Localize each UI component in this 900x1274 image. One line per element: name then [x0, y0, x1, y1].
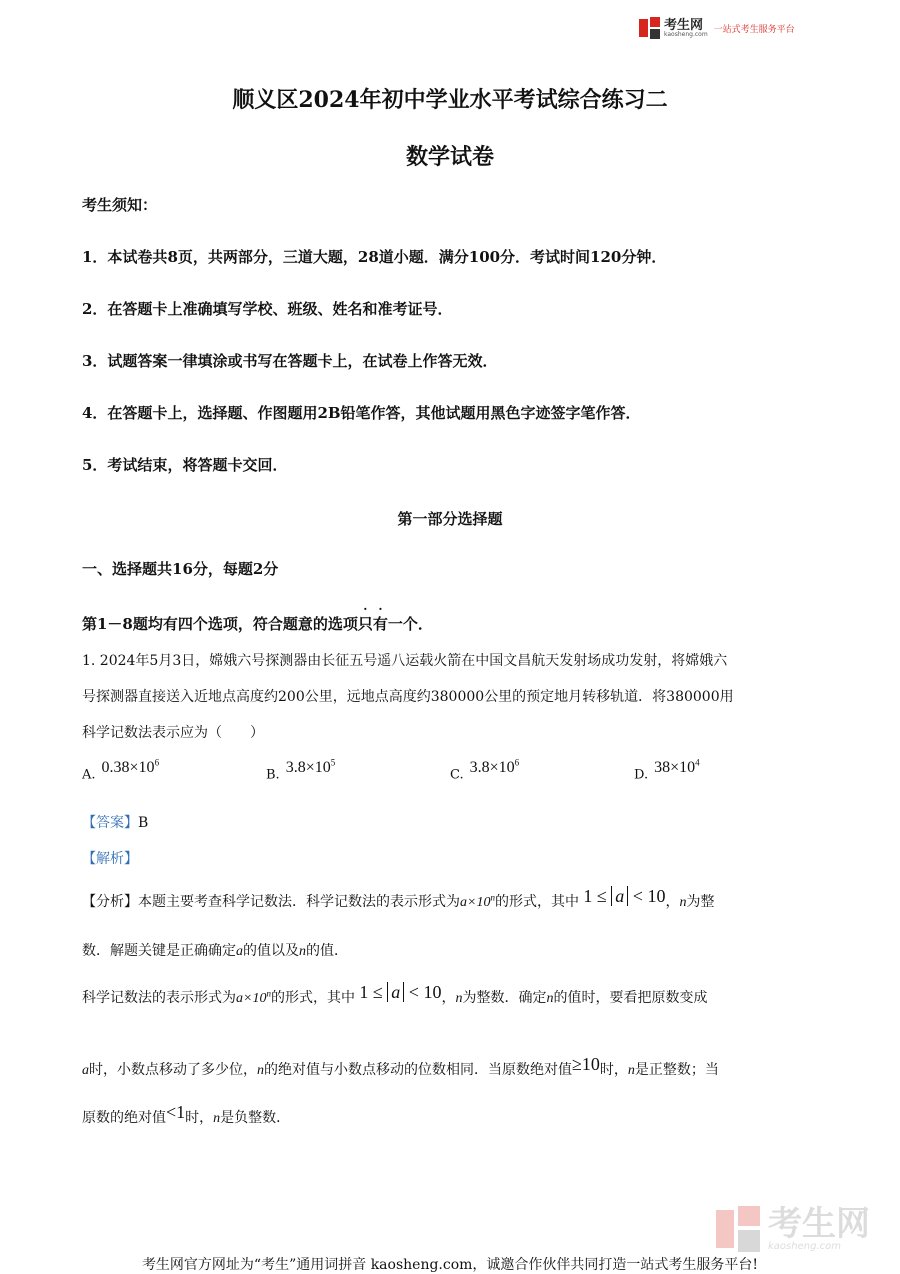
header-slogan: 一站式考生服务平台	[713, 24, 795, 35]
watermark-name: 考生网	[768, 1203, 870, 1244]
emphasis-char: 有	[372, 615, 388, 633]
watermark	[716, 1203, 870, 1252]
option-c[interactable]: C. $3.8\times 10^6$	[450, 758, 520, 783]
footer-text: 考生网官方网址为“考生”通用词拼音 kaosheng.com，诚邀合作伙伴共同打造一站式考生服务平台!	[141, 1257, 759, 1273]
explain-line1: 科学记数法的表示形式为$a\times 10^n$的形式，其中 1 ≤ a < 10，n为整数．确定n的值时，要看把原数变成	[82, 982, 708, 1006]
explain-line3: 原数的绝对值<1时，n是负整数．	[82, 1102, 291, 1126]
notice-item: 5．考试结束，将答题卡交回．	[82, 456, 288, 474]
logo-name: 考生网	[664, 17, 704, 33]
question1-line: 1. 2024年5月3日，嫦娥六号探测器由长征五号遥八运载火箭在中国文昌航天发射场成功发射，将嫦娥六	[82, 653, 728, 669]
notice-item: 3．试题答案一律填涂或书写在答题卡上，在试卷上作答无效．	[82, 352, 498, 370]
page-title: 顺义区2024年初中学业水平考试综合练习二	[232, 87, 668, 113]
part1-heading: 第一部分选择题	[397, 510, 503, 528]
logo-url: kaosheng.com	[664, 30, 708, 38]
question1-line: 科学记数法表示应为（ ）	[82, 725, 264, 741]
explain-line2: a时，小数点移动了多少位，n的绝对值与小数点移动的位数相同．当原数绝对值≥10时，n是正整数；当	[82, 1054, 719, 1078]
question1-line: 号探测器直接送入近地点高度约200公里，远地点高度约380000公里的预定地月转移轨道．将380000用	[82, 689, 734, 705]
kaosheng-logo-icon	[639, 17, 661, 39]
kaosheng-watermark-icon	[716, 1206, 762, 1252]
option-a[interactable]: A. $0.38\times 10^6$	[82, 758, 160, 783]
notice-item: 1．本试卷共8页，共两部分，三道大题，28道小题．满分100分．考试时间120分钟．	[82, 248, 667, 266]
fenxi-line2: 数．解题关键是正确确定a的值以及n的值．	[82, 943, 348, 959]
notice-heading: 考生须知：	[82, 196, 158, 214]
notice-item: 4．在答题卡上，选择题、作图题用2B铅笔作答，其他试题用黑色字迹签字笔作答．	[82, 404, 641, 422]
notice-item: 2．在答题卡上准确填写学校、班级、姓名和准考证号．	[82, 300, 453, 318]
option-b[interactable]: B. $3.8\times 10^5$	[266, 758, 336, 783]
answer-value: B	[138, 815, 149, 831]
option-d[interactable]: D. $38\times 10^4$	[634, 758, 700, 783]
watermark-url: kaosheng.com	[768, 1240, 841, 1252]
header-logo[interactable]	[639, 16, 795, 40]
answer-label: 【答案】	[82, 815, 138, 831]
section1-heading: 一、选择题共16分，每题2分	[82, 560, 279, 578]
emphasis-char: 只	[357, 615, 373, 633]
fenxi-line1: 【分析】本题主要考查科学记数法．科学记数法的表示形式为$a\times 10^n$的形式，其中 1 ≤ a < 10，n为整	[82, 886, 715, 910]
page-subtitle: 数学试卷	[405, 144, 494, 170]
analysis-label: 【解析】	[82, 851, 138, 867]
instruction: 第1－8题均有四个选项，符合题意的选项只有一个．	[82, 615, 433, 633]
answer	[82, 812, 148, 832]
